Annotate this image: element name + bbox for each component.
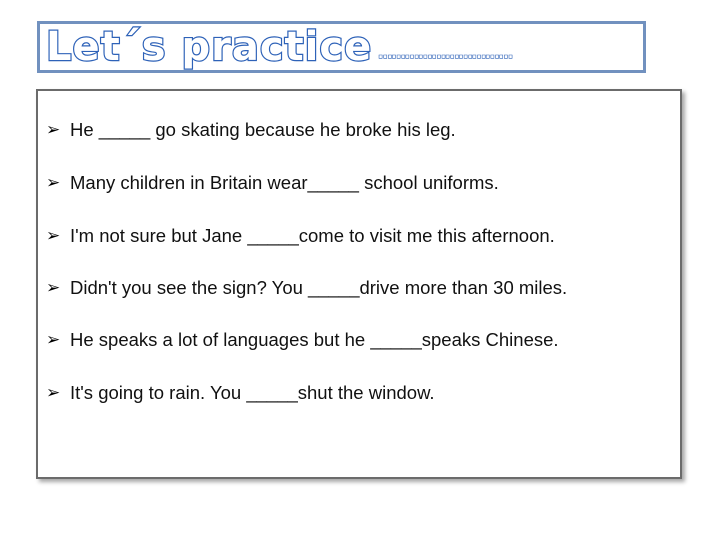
exercise-sentence: Many children in Britain wear_____ school uniforms.: [70, 172, 499, 193]
exercise-item: [46, 329, 559, 351]
exercise-item: [46, 172, 499, 194]
exercise-sentence: He _____ go skating because he broke his leg.: [70, 119, 456, 140]
slide-title: Let´s practice: [46, 24, 373, 70]
exercise-item: [46, 277, 567, 299]
arrowhead-bullet-icon: ➢: [46, 278, 61, 298]
exercise-item: [46, 225, 555, 247]
title-banner: [37, 21, 646, 73]
arrowhead-bullet-icon: ➢: [46, 226, 61, 246]
exercise-item: [46, 382, 435, 404]
exercise-item: [46, 119, 456, 141]
arrowhead-bullet-icon: ➢: [46, 330, 61, 350]
title-dots: …………………………: [378, 46, 513, 62]
arrowhead-bullet-icon: ➢: [46, 173, 61, 193]
exercise-sentence: I'm not sure but Jane _____come to visit me this afternoon.: [70, 225, 555, 246]
exercise-sentence: It's going to rain. You _____shut the window.: [70, 382, 435, 403]
exercise-sentence: Didn't you see the sign? You _____drive more than 30 miles.: [70, 277, 568, 298]
exercise-panel: [36, 89, 682, 479]
exercise-sentence: He speaks a lot of languages but he _____speaks Chinese.: [70, 329, 559, 350]
arrowhead-bullet-icon: ➢: [46, 383, 61, 403]
arrowhead-bullet-icon: ➢: [46, 120, 61, 140]
